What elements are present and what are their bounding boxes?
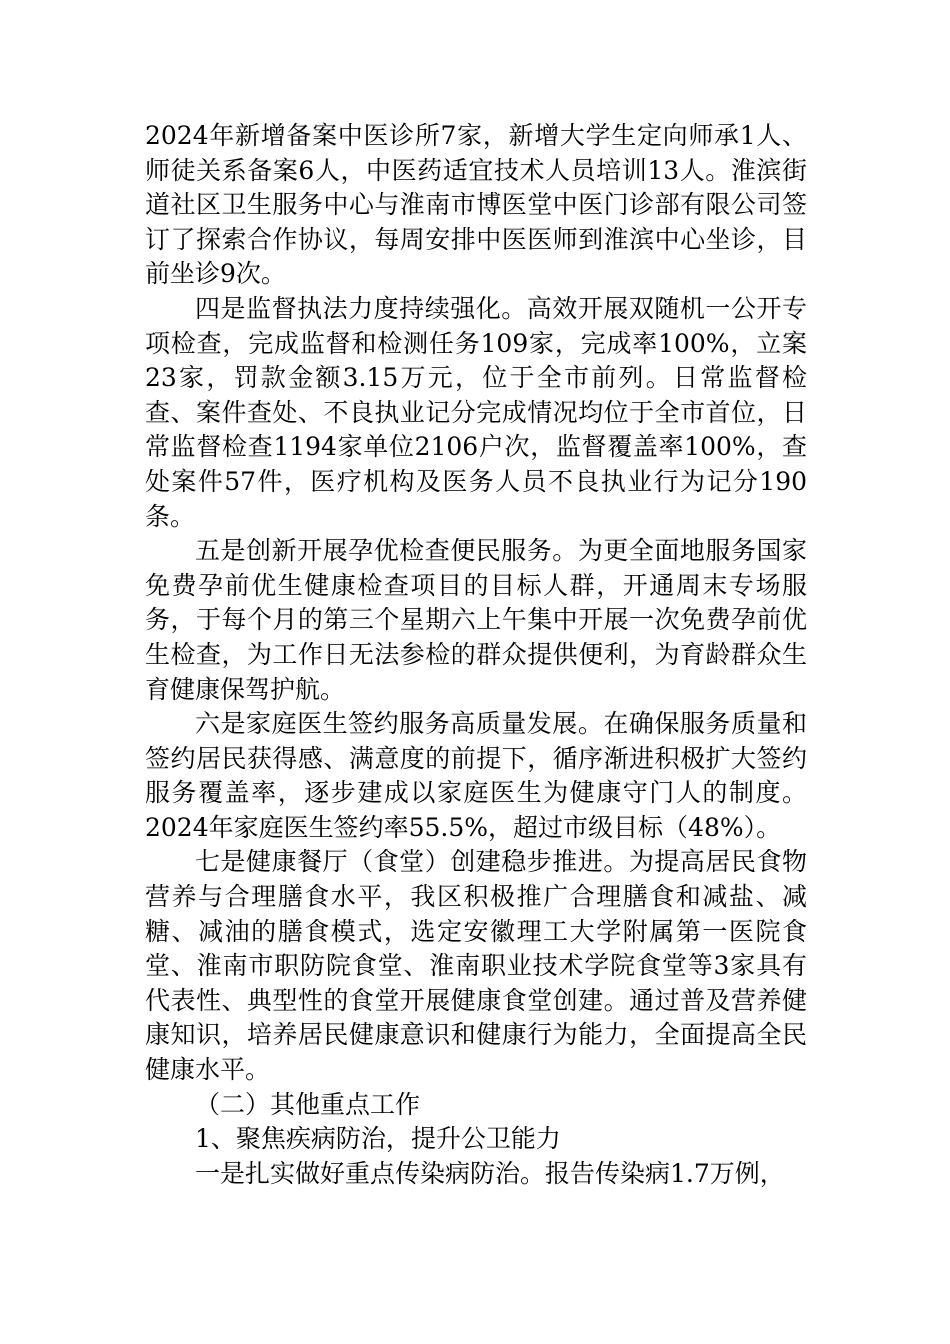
paragraph-prepregnancy-checkup: 五是创新开展孕优检查便民服务。为更全面地服务国家免费孕前优生健康检查项目的目标人群，开通周末专场服务，于每个月的第三个星期六上午集中开展一次免费孕前优生检查，为工作日无法参检的群众提供便利，为育龄群众生育健康保驾护航。 <box>145 536 807 704</box>
paragraph-infectious-disease: 一是扎实做好重点传染病防治。报告传染病1.7万例， <box>195 1158 785 1188</box>
subsection-heading-disease-prevention: 1、聚焦疾病防治，提升公卫能力 <box>195 1124 561 1154</box>
paragraph-supervision-enforcement: 四是监督执法力度持续强化。高效开展双随机一公开专项检查，完成监督和检测任务109家，完成率100%，立案23家，罚款金额3.15万元，位于全市前列。日常监督检查、案件查处、不良执业记分完成情况均位于全市首位，日常监督检查1194家单位2106户次，监督覆盖率100%，查处案件57件，医疗机构及医务人员不良执业行为记分190条。 <box>145 293 807 531</box>
paragraph-tcm-clinics: 2024年新增备案中医诊所7家，新增大学生定向师承1人、师徒关系备案6人，中医药适宜技术人员培训13人。淮滨街道社区卫生服务中心与淮南市博医堂中医门诊部有限公司签订了探索合作协议，每周安排中医医师到淮滨中心坐诊，目前坐诊9次。 <box>145 121 807 289</box>
paragraph-family-doctor: 六是家庭医生签约服务高质量发展。在确保服务质量和签约居民获得感、满意度的前提下，循序渐进积极扩大签约服务覆盖率，逐步建成以家庭医生为健康守门人的制度。2024年家庭医生签约率55.5%，超过市级目标（48%）。 <box>145 709 807 842</box>
section-heading-other-work: （二）其他重点工作 <box>195 1089 421 1119</box>
document-body <box>145 119 807 1191</box>
paragraph-healthy-canteen: 七是健康餐厅（食堂）创建稳步推进。为提高居民食物营养与合理膳食水平，我区积极推广合理膳食和减盐、减糖、减油的膳食模式，选定安徽理工大学附属第一医院食堂、淮南市职防院食堂、淮南职业技术学院食堂等3家具有代表性、典型性的食堂开展健康食堂创建。通过普及营养健康知识，培养居民健康意识和健康行为能力，全面提高全民健康水平。 <box>145 847 807 1085</box>
